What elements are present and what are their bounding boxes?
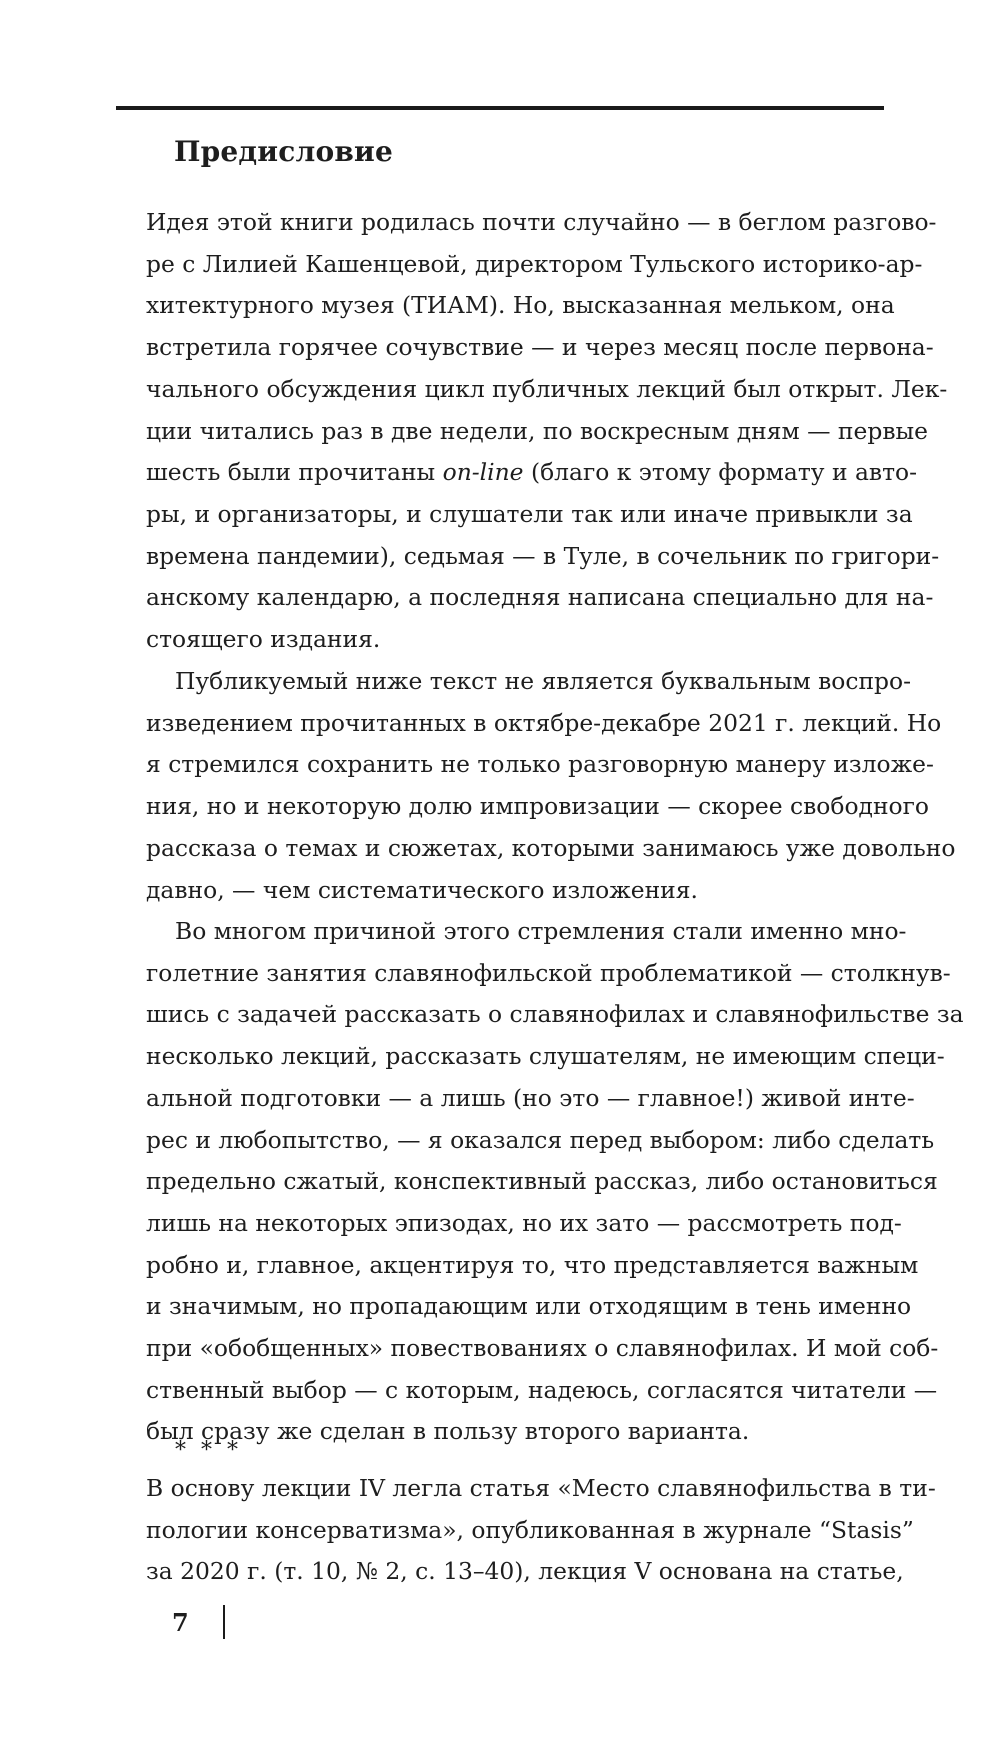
text-line: ния, но и некоторую долю импровизации — скорее свободного [146, 792, 929, 821]
text-line: времена пандемии), седьмая — в Туле, в сочельник по григори- [146, 541, 940, 570]
text-line: рассказа о темах и сюжетах, которыми занимаюсь уже довольно [146, 833, 956, 862]
paragraph-2 [146, 661, 956, 911]
text-line: чального обсуждения цикл публичных лекций был открыт. Лек- [146, 374, 948, 403]
text-line: робно и, главное, акцентируя то, что представляется важным [146, 1250, 919, 1279]
text-line: голетние занятия славянофильской проблематикой — столкнув- [146, 958, 951, 987]
text-line: ции читались раз в две недели, по воскресным дням — первые [146, 416, 928, 445]
section-separator: * * * [175, 1438, 242, 1463]
note-paragraph [146, 1468, 936, 1593]
text-line: Публикуемый ниже текст не является буквальным воспро- [175, 667, 911, 695]
text-line: ре с Лилией Кашенцевой, директором Тульского историко-ар- [146, 249, 923, 278]
text-line: хитектурного музея (ТИАМ). Но, высказанная мельком, она [146, 291, 895, 320]
text-line: Во многом причиной этого стремления стали именно мно- [175, 917, 907, 945]
text-line: лишь на некоторых эпизодах, но их зато — рассмотреть под- [146, 1208, 902, 1237]
text-line: ственный выбор — с которым, надеюсь, согласятся читатели — [146, 1375, 938, 1404]
page-footer [172, 1604, 225, 1640]
chapter-heading: Предисловие [174, 135, 393, 168]
text-line: давно, — чем систематического изложения. [146, 875, 698, 904]
top-rule [116, 106, 884, 110]
text-line: пологии консерватизма», опубликованная в журнале “Stasis” [146, 1515, 914, 1544]
text-line: я стремился сохранить не только разговорную манеру изложе- [146, 750, 934, 779]
text-line: изведением прочитанных в октябре-декабре 2021 г. лекций. Но [146, 708, 942, 737]
text-line: предельно сжатый, конспективный рассказ, либо остановиться [146, 1167, 938, 1196]
text-line: и значимым, но пропадающим или отходящим в тень именно [146, 1292, 912, 1321]
text-line: ры, и организаторы, и слушатели так или иначе привыкли за [146, 499, 913, 528]
text-line: встретила горячее сочувствие — и через месяц после первона- [146, 333, 934, 362]
text-line: был сразу же сделан в пользу второго варианта. [146, 1417, 750, 1446]
text-line: за 2020 г. (т. 10, № 2, с. 13–40), лекция V основана на статье, [146, 1557, 904, 1586]
text-line: стоящего издания. [146, 625, 381, 654]
paragraph-1 [146, 202, 948, 661]
paragraph-3 [146, 911, 964, 1453]
footer-rule [223, 1605, 225, 1639]
text-line: В основу лекции IV легла статья «Место славянофильства в ти- [146, 1474, 936, 1502]
text-line: Идея этой книги родилась почти случайно — в беглом разгово- [146, 208, 937, 236]
text-line: анскому календарю, а последняя написана специально для на- [146, 583, 934, 612]
text-line: несколько лекций, рассказать слушателям, не имеющим специ- [146, 1042, 945, 1071]
text-line: альной подготовки — а лишь (но это — главное!) живой инте- [146, 1083, 915, 1112]
text-line: шись с задачей рассказать о славянофилах и славянофильстве за [146, 1000, 964, 1029]
page-number: 7 [172, 1607, 189, 1637]
text-line: при «обобщенных» повествованиях о славянофилах. И мой соб- [146, 1334, 939, 1363]
text-line: рес и любопытство, — я оказался перед выбором: либо сделать [146, 1125, 935, 1154]
text-line: шесть были прочитаны on-line (благо к этому формату и авто- [146, 458, 918, 487]
